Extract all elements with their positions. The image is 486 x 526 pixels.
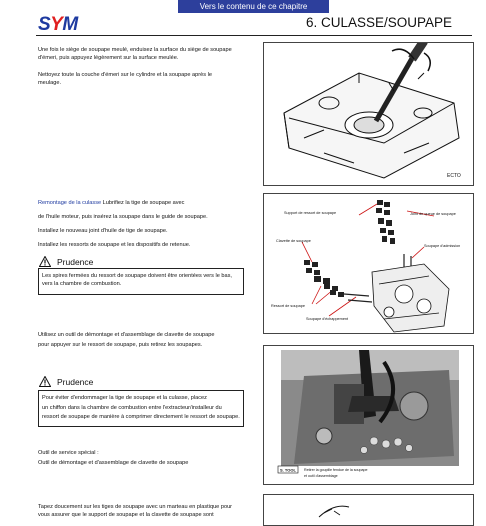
- label-exhaust-valve: Soupape d'échappement: [306, 317, 349, 321]
- photo-caption: et outil d'assemblage: [304, 474, 338, 478]
- text-line: pour appuyer sur le ressort de soupape, puis retirez les soupapes.: [38, 341, 203, 348]
- text-line: un chiffon dans la chambre de combustion entre l'extracteur/installeur du: [42, 404, 222, 411]
- chapter-title: 6. CULASSE/SOUPAPE: [306, 15, 453, 30]
- text-line: Pour éviter d'endommager la tige de soupape et la culasse, placez: [42, 395, 207, 401]
- text-line: [38, 200, 258, 208]
- text-line: Outil de service spécial :: [38, 450, 99, 456]
- tapping-illustration: [263, 494, 474, 526]
- text-line: vous assurer que le support de soupape et la clavette de soupape sont: [38, 511, 214, 518]
- service-tool-text: [38, 450, 258, 467]
- text-line: Nettoyez toute la couche d'émeri sur le cylindre et la soupape après le: [38, 72, 212, 79]
- photo-caption: Retirer la goupille fendue de la soupape: [304, 468, 368, 472]
- text-line: Installez les ressorts de soupape et les dispositifs de retenue.: [38, 241, 191, 248]
- text-line: Installez le nouveau joint d'huile de tige de soupape.: [38, 228, 168, 235]
- text-line: Utilisez un outil de démontage et d'assemblage de clavette de soupape: [38, 332, 215, 338]
- warning-icon: [39, 376, 51, 387]
- text-line: vers la chambre de combustion.: [42, 280, 122, 287]
- text-line: d'émeri, puis appuyez légèrement sur la surface meulée.: [38, 54, 179, 61]
- text-line: Une fois le siège de soupape meulé, enduisez la surface du siège de soupape: [38, 47, 232, 53]
- text-line: meulage.: [38, 79, 62, 86]
- label-intake-valve: Soupape d'admission: [424, 244, 461, 248]
- label-cotter: Clavette de soupape: [276, 239, 311, 243]
- figure-code: ECTO: [447, 173, 461, 179]
- caution-box: [38, 390, 244, 427]
- text-fragment: Lubrifiez la tige de soupape avec: [101, 200, 185, 206]
- chapter-contents-link[interactable]: Vers le contenu de ce chapitre: [178, 0, 329, 13]
- valve-exploded-diagram: [263, 193, 474, 334]
- logo-letter: S: [38, 14, 51, 35]
- compress-spring-text: [38, 332, 258, 349]
- caution-box: [38, 268, 244, 295]
- caution-label: Prudence: [57, 256, 94, 267]
- warning-icon: [39, 256, 51, 267]
- label-spring-retainer: Support de ressort de soupape: [284, 211, 337, 215]
- valve-tool-photo: [263, 345, 474, 485]
- caution-heading: [39, 256, 93, 267]
- reassembly-text: [38, 200, 258, 249]
- text-line: Les spires fermées du ressort de soupape doivent être orientées vers le bas,: [42, 273, 232, 279]
- caution-heading: [39, 376, 93, 387]
- text-line: Tapez doucement sur les tiges de soupape avec un marteau en plastique pour: [38, 504, 233, 510]
- sym-logo: [38, 14, 78, 36]
- logo-letter: Y: [50, 14, 63, 35]
- label-stem-seal: Joint de queue de soupape: [410, 212, 456, 216]
- reassembly-link[interactable]: Remontage de la culasse: [38, 200, 102, 206]
- grinding-text: [38, 47, 258, 87]
- tap-valve-text: [38, 504, 258, 519]
- logo-letter: M: [62, 14, 78, 35]
- text-line: Outil de démontage et d'assemblage de clavette de soupape: [38, 459, 189, 466]
- text-line: de l'huile moteur, puis insérez la soupape dans le guide de soupape.: [38, 213, 208, 220]
- header-divider: [36, 35, 472, 36]
- lapping-illustration: [263, 42, 474, 186]
- text-line: ressort de soupape de manière à comprimer directement le ressort de soupape.: [42, 414, 240, 421]
- caution-label: Prudence: [57, 376, 94, 387]
- label-valve-spring: Ressort de soupape: [271, 304, 305, 308]
- special-tool-badge: S. TOOL: [280, 467, 296, 473]
